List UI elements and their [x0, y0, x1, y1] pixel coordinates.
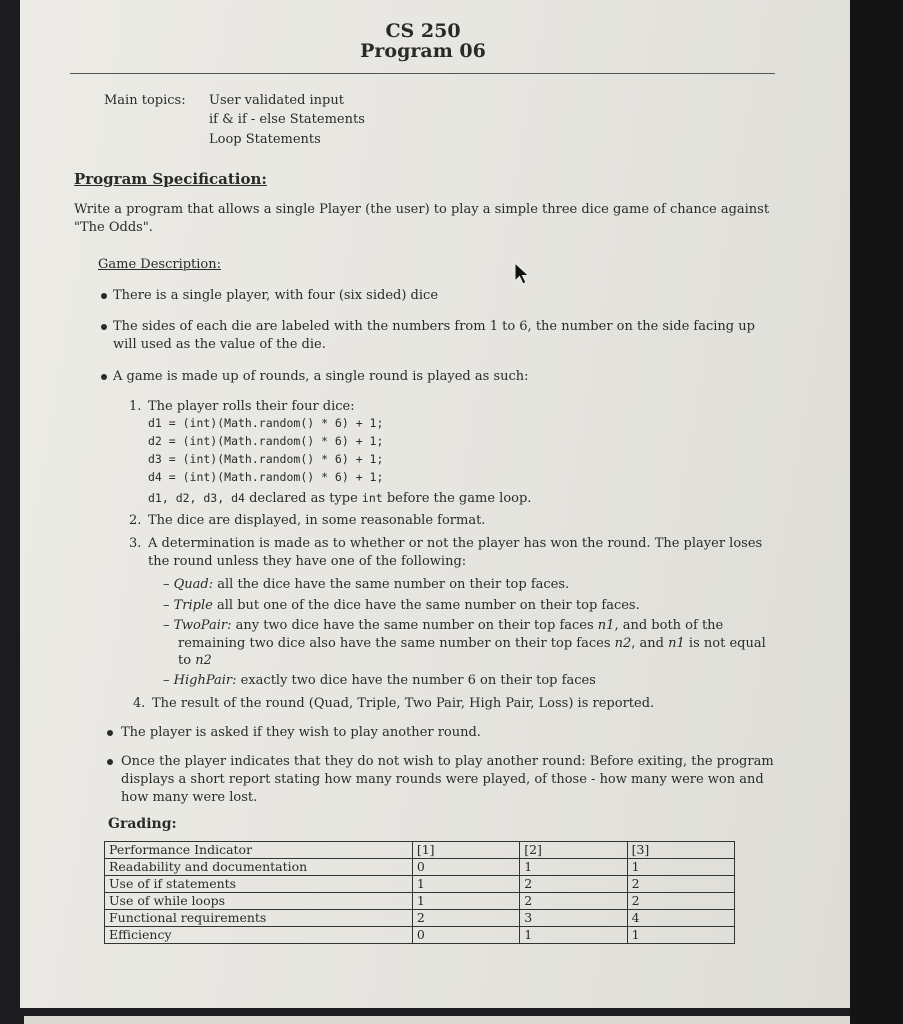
table-cell: 0: [412, 859, 519, 876]
topic-item: User validated input: [209, 93, 344, 108]
background-edge: [850, 0, 903, 1024]
table-cell: 2: [627, 876, 734, 893]
table-cell: 4: [627, 910, 734, 927]
twopair-rule-cont: [178, 635, 766, 653]
declared-text: before the game loop.: [382, 491, 532, 506]
step-number: 3.: [129, 536, 142, 551]
table-row: [105, 910, 735, 927]
bullet-dot: [101, 374, 107, 380]
step-text: The result of the round (Quad, Triple, Two Pair, High Pair, Loss) is reported.: [152, 696, 655, 711]
table-header-cell: [2]: [520, 842, 627, 859]
rule-text: exactly two dice have the number 6 on their top faces: [236, 673, 596, 688]
table-cell: 1: [520, 859, 627, 876]
code-line: d2 = (int)(Math.random() * 6) + 1;: [148, 434, 384, 448]
header-rule: [70, 73, 775, 74]
table-row: [105, 893, 735, 910]
quad-rule: – Quad: all the dice have the same number on their top faces.: [163, 577, 570, 592]
term: Quad:: [173, 577, 214, 592]
twopair-rule: – TwoPair: any two dice have the same number on their top faces n1, and both of the: [163, 618, 724, 633]
table-cell: 3: [520, 910, 627, 927]
bullet-text: There is a single player, with four (six sided) dice: [113, 288, 439, 303]
table-row: [105, 859, 735, 876]
mouse-pointer-icon: [514, 262, 530, 286]
program-title: Program 06: [360, 40, 486, 62]
step-text: The dice are displayed, in some reasonable format.: [148, 513, 486, 528]
table-cell: Use of while loops: [105, 893, 413, 910]
table-row: [105, 876, 735, 893]
rule-text: any two dice have the same number on their top faces: [231, 618, 598, 633]
bullet-text: The sides of each die are labeled with the numbers from 1 to 6, the number on the side facing up: [113, 319, 755, 334]
step-text: A determination is made as to whether or not the player has won the round. The player loses: [148, 536, 763, 551]
highpair-rule: – HighPair: exactly two dice have the number 6 on their top faces: [163, 673, 596, 688]
page-bottom-strip: [24, 1016, 850, 1024]
table-header-cell: Performance Indicator: [105, 842, 413, 859]
code-line: d3 = (int)(Math.random() * 6) + 1;: [148, 452, 384, 466]
table-cell: 1: [627, 859, 734, 876]
rule-text: is not equal: [684, 636, 766, 651]
var: n2: [195, 653, 212, 668]
grading-table: [104, 841, 735, 944]
table-cell: 0: [412, 927, 519, 944]
course-title: CS 250: [385, 20, 461, 42]
rule-text: remaining two dice also have the same number on their top faces: [178, 636, 615, 651]
table-cell: 1: [627, 927, 734, 944]
declaration-note: [148, 489, 531, 508]
program-spec-heading: Program Specification:: [74, 170, 267, 188]
grading-heading: Grading:: [108, 816, 177, 832]
table-header-cell: [3]: [627, 842, 734, 859]
bullet-text: how many were lost.: [121, 790, 258, 805]
bullet-text: displays a short report stating how many rounds were played, of those - how many were won and: [121, 772, 764, 787]
declared-text: declared as type: [244, 491, 362, 506]
bullet-dot: [107, 759, 113, 765]
table-cell: 1: [520, 927, 627, 944]
main-topics-label: Main topics:: [104, 93, 186, 108]
spec-text-line: "The Odds".: [74, 220, 153, 235]
spec-text-line: Write a program that allows a single Player (the user) to play a simple three dice game of chance against: [74, 202, 770, 217]
rule-text: , and: [631, 636, 669, 651]
table-cell: Functional requirements: [105, 910, 413, 927]
bullet-text: The player is asked if they wish to play another round.: [121, 725, 481, 740]
step-number: 2.: [129, 513, 142, 528]
triple-rule: – Triple all but one of the dice have the same number on their top faces.: [163, 598, 640, 613]
step-text: the round unless they have one of the following:: [148, 554, 467, 569]
table-cell: 2: [520, 893, 627, 910]
table-cell: 1: [412, 893, 519, 910]
bullet-dot: [101, 324, 107, 330]
declared-type: int: [361, 491, 383, 505]
term: TwoPair:: [173, 618, 232, 633]
bullet-text: A game is made up of rounds, a single round is played as such:: [113, 369, 529, 384]
term: Triple: [173, 598, 213, 613]
bullet-text: will used as the value of the die.: [113, 337, 326, 352]
twopair-rule-cont: [178, 652, 212, 670]
rule-text: all but one of the dice have the same number on their top faces.: [212, 598, 640, 613]
var: n2: [614, 636, 632, 651]
declared-vars: d1, d2, d3, d4: [148, 491, 245, 505]
rule-text: to: [178, 653, 196, 668]
table-cell: 2: [412, 910, 519, 927]
rule-text: , and both of the: [614, 618, 724, 633]
rule-text: all the dice have the same number on their top faces.: [213, 577, 570, 592]
table-cell: Readability and documentation: [105, 859, 413, 876]
code-line: d1 = (int)(Math.random() * 6) + 1;: [148, 416, 384, 430]
topic-item: if & if - else Statements: [209, 112, 365, 127]
game-description-heading: Game Description:: [98, 257, 222, 272]
bullet-dot: [107, 730, 113, 736]
table-header-row: [105, 842, 735, 859]
code-line: d4 = (int)(Math.random() * 6) + 1;: [148, 470, 384, 484]
table-header-cell: [1]: [412, 842, 519, 859]
table-cell: 1: [412, 876, 519, 893]
var: n1: [668, 636, 685, 651]
step-number: 4.: [133, 696, 146, 711]
term: HighPair:: [173, 673, 237, 688]
step-text: The player rolls their four dice:: [148, 399, 355, 414]
var: n1: [597, 618, 615, 633]
table-cell: Use of if statements: [105, 876, 413, 893]
table-cell: Efficiency: [105, 927, 413, 944]
topic-item: Loop Statements: [209, 132, 321, 147]
table-cell: 2: [520, 876, 627, 893]
step-number: 1.: [129, 399, 142, 414]
bullet-text: Once the player indicates that they do not wish to play another round: Before exiting, the program: [121, 754, 774, 769]
table-cell: 2: [627, 893, 734, 910]
bullet-dot: [101, 293, 107, 299]
table-row: [105, 927, 735, 944]
